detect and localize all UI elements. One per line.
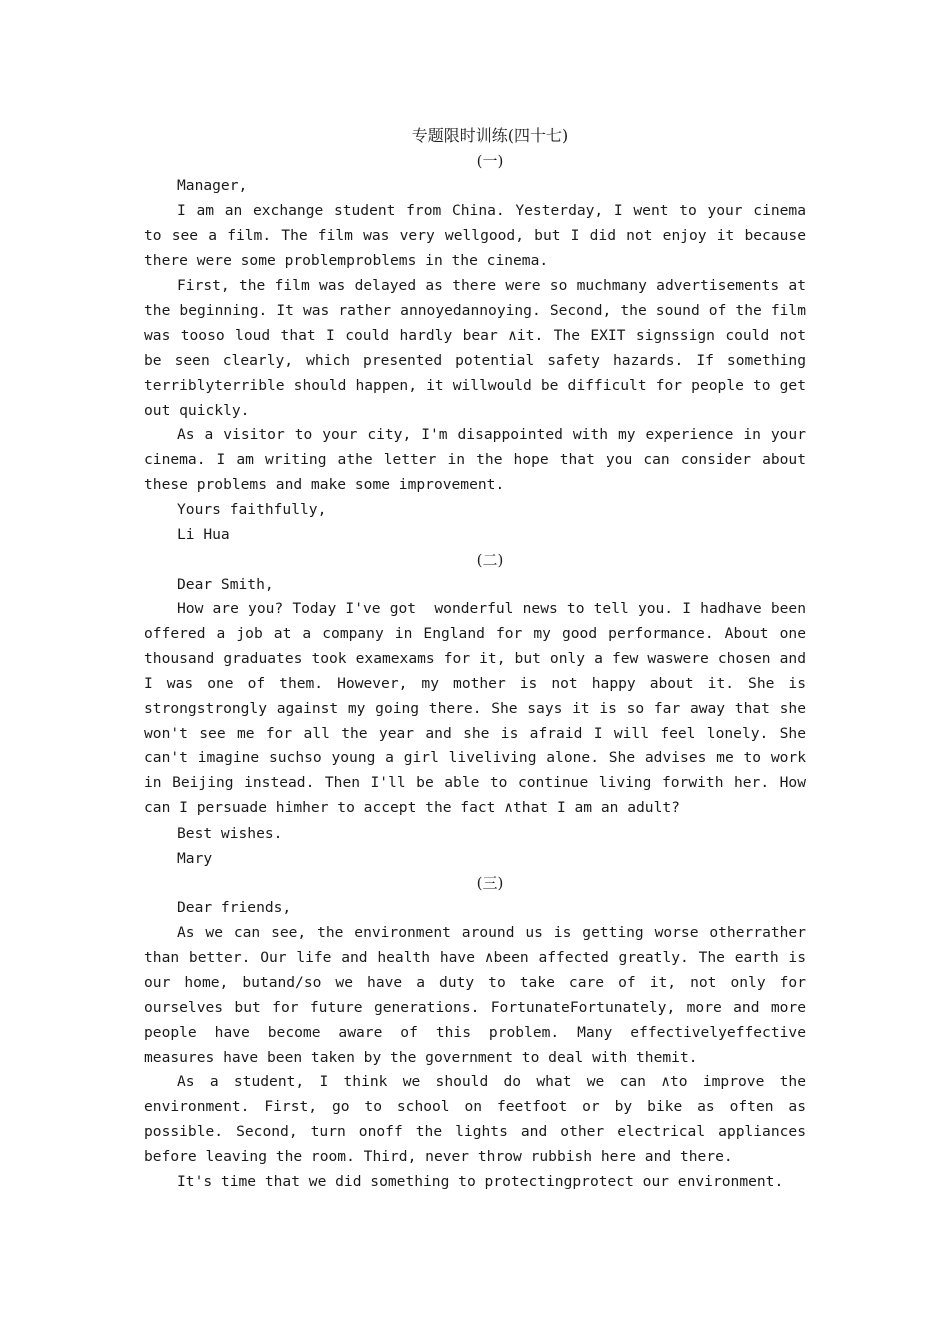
document-title: 专题限时训练(四十七) — [411, 126, 569, 145]
section-1-label: (一) — [476, 152, 504, 170]
section-3-salutation: Dear friends, — [177, 899, 292, 916]
section-1-paragraph-1: I am an exchange student from China. Yesterday, I went to your cinema to see a film. The film was very wellgood, but I did not enjoy it because there were some problemproblems in the cinema. — [144, 202, 815, 269]
section-2-label: (二) — [476, 551, 504, 569]
section-2-paragraph-1: How are you? Today I've got wonderful news to tell you. I hadhave been offered a job at a company in England for my good performance. About one thousand graduates took examexams for it, but only a few waswere chosen and I was one of them. However, my mother is not happy about it. She is strongstrongly against my going there. She says it is so far away that she won't see me for all the year and she is afraid I will feel lonely. She can't imagine suchso young a girl liveliving alone. She advises me to work in Beijing instead. Then I'll be able to continue living forwith her. How can I persuade himher to accept the fact ∧that I am an adult? — [144, 600, 815, 817]
section-3-label: (三) — [476, 874, 504, 892]
section-3-paragraph-1: As we can see, the environment around us is getting worse otherrather than better. Our life and health have ∧been affected greatly. The earth is our home, butand/so we have a duty to take care of it, not only for ourselves but for future generations. FortunateFortunately, more and more people have become aware of this problem. Many effectivelyeffective measures have been taken by the government to deal with themit. — [144, 924, 824, 1066]
section-3-paragraph-3: It's time that we did something to protectingprotect our environment. — [177, 1173, 784, 1190]
section-1-paragraph-3: As a visitor to your city, I'm disappointed with my experience in your cinema. I am writing athe letter in the hope that you can consider about these problems and make some improvement. — [144, 426, 815, 493]
section-3-paragraph-2: As a student, I think we should do what we can ∧to improve the environment. First, go to school on feetfoot or by bike as often as possible. Second, turn onoff the lights and other electrical appliances before leaving the room. Third, never throw rubbish here and there. — [144, 1073, 815, 1165]
section-2-salutation: Dear Smith, — [177, 576, 274, 593]
section-1-signature: Li Hua — [177, 526, 230, 543]
section-1-salutation: Manager, — [177, 177, 248, 194]
section-1-closing: Yours faithfully, — [177, 501, 327, 518]
section-2-closing: Best wishes. — [177, 825, 283, 842]
section-2-signature: Mary — [177, 850, 213, 867]
section-1-paragraph-2: First, the film was delayed as there were so muchmany advertisements at the beginning. It was rather annoyedannoying. Second, the sound of the film was tooso loud that I could hardly bear ∧it. The EXIT signssign could not be seen clearly, which presented potential safety hazards. If something terriblyterrible should happen, it willwould be difficult for people to get out quickly. — [144, 277, 815, 419]
